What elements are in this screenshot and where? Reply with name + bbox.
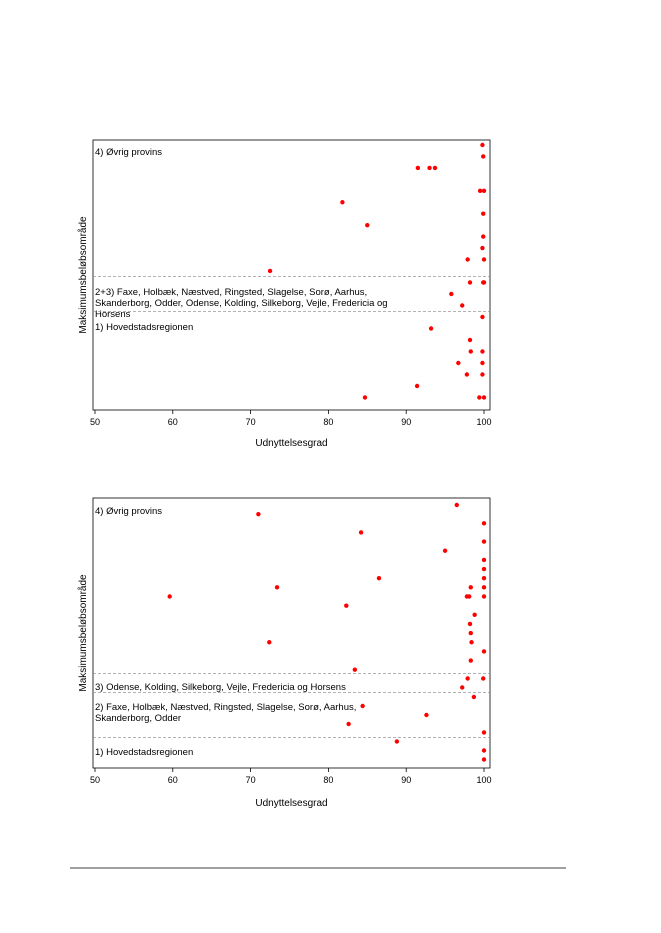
group-label: Skanderborg, Odder bbox=[95, 713, 182, 724]
data-point bbox=[467, 594, 471, 598]
data-point bbox=[482, 585, 486, 589]
data-point bbox=[482, 730, 486, 734]
group-label: 4) Øvrig provins bbox=[95, 147, 163, 158]
data-point bbox=[377, 576, 381, 580]
data-point bbox=[480, 349, 484, 353]
x-tick-label: 50 bbox=[89, 775, 101, 785]
plot-frame bbox=[93, 498, 490, 768]
data-point bbox=[353, 668, 357, 672]
data-point bbox=[481, 212, 485, 216]
data-point bbox=[427, 166, 431, 170]
data-point bbox=[365, 223, 369, 227]
data-point bbox=[429, 326, 433, 330]
data-point bbox=[478, 189, 482, 193]
data-point bbox=[469, 349, 473, 353]
data-point bbox=[482, 649, 486, 653]
x-tick-label: 60 bbox=[167, 417, 178, 427]
data-point bbox=[346, 722, 350, 726]
group-label: 4) Øvrig provins bbox=[95, 506, 163, 517]
group-label: Horsens bbox=[95, 309, 131, 320]
data-point bbox=[480, 246, 484, 250]
data-point bbox=[482, 558, 486, 562]
data-point bbox=[340, 200, 344, 204]
data-point bbox=[460, 685, 464, 689]
data-point bbox=[480, 372, 484, 376]
data-point bbox=[482, 257, 486, 261]
data-point bbox=[469, 640, 473, 644]
data-point bbox=[468, 338, 472, 342]
data-point bbox=[477, 395, 481, 399]
data-point bbox=[482, 189, 486, 193]
data-point bbox=[472, 613, 476, 617]
data-point bbox=[443, 549, 447, 553]
data-point bbox=[167, 594, 171, 598]
x-axis-label: Udnyttelsesgrad bbox=[255, 438, 328, 449]
data-point bbox=[363, 395, 367, 399]
data-point bbox=[482, 567, 486, 571]
data-point bbox=[480, 143, 484, 147]
data-point bbox=[433, 166, 437, 170]
data-point bbox=[482, 757, 486, 761]
x-tick-label: 70 bbox=[245, 417, 256, 427]
data-point bbox=[424, 713, 428, 717]
data-point bbox=[395, 739, 399, 743]
data-point bbox=[415, 384, 419, 388]
plot-frame bbox=[93, 140, 490, 410]
group-label: 3) Odense, Kolding, Silkeborg, Vejle, Fredericia og Horsens bbox=[95, 682, 346, 693]
data-point bbox=[268, 269, 272, 273]
data-point bbox=[416, 166, 420, 170]
group-label: 1) Hovedstadsregionen bbox=[95, 747, 194, 758]
data-point bbox=[481, 676, 485, 680]
data-point bbox=[256, 512, 260, 516]
data-point bbox=[360, 704, 364, 708]
y-axis-label: Maksimumsbeløbsområde bbox=[78, 574, 89, 692]
data-point bbox=[465, 257, 469, 261]
x-tick-label: 70 bbox=[245, 775, 256, 785]
data-point bbox=[468, 280, 472, 284]
data-point bbox=[456, 361, 460, 365]
data-point bbox=[481, 280, 485, 284]
data-point bbox=[480, 315, 484, 319]
data-point bbox=[275, 585, 279, 589]
data-point bbox=[460, 303, 464, 307]
data-point bbox=[344, 603, 348, 607]
data-point bbox=[469, 658, 473, 662]
data-point bbox=[482, 521, 486, 525]
data-point bbox=[468, 622, 472, 626]
data-point bbox=[481, 234, 485, 238]
x-tick-label: 90 bbox=[401, 417, 412, 427]
x-tick-label: 50 bbox=[89, 417, 101, 427]
data-point bbox=[482, 395, 486, 399]
data-point bbox=[482, 594, 486, 598]
group-label: 1) Hovedstadsregionen bbox=[95, 322, 194, 333]
data-point bbox=[449, 292, 453, 296]
group-label: Skanderborg, Odder, Odense, Kolding, Silkeborg, Vejle, Fredericia og bbox=[95, 298, 388, 309]
group-label: 2+3) Faxe, Holbæk, Næstved, Ringsted, Slagelse, Sorø, Aarhus, bbox=[95, 287, 368, 298]
data-point bbox=[359, 530, 363, 534]
data-point bbox=[469, 631, 473, 635]
x-tick-label: 100 bbox=[476, 417, 492, 427]
x-tick-label: 60 bbox=[167, 775, 178, 785]
data-point bbox=[465, 676, 469, 680]
x-tick-label: 80 bbox=[323, 775, 334, 785]
data-point bbox=[469, 585, 473, 589]
data-point bbox=[465, 372, 469, 376]
data-point bbox=[482, 748, 486, 752]
data-point bbox=[455, 503, 459, 507]
x-tick-label: 80 bbox=[323, 417, 334, 427]
x-tick-label: 100 bbox=[476, 775, 492, 785]
x-axis-label: Udnyttelsesgrad bbox=[255, 798, 328, 809]
data-point bbox=[480, 361, 484, 365]
group-label: 2) Faxe, Holbæk, Næstved, Ringsted, Slagelse, Sorø, Aarhus, bbox=[95, 702, 357, 713]
data-point bbox=[481, 154, 485, 158]
data-point bbox=[267, 640, 271, 644]
data-point bbox=[472, 695, 476, 699]
x-tick-label: 90 bbox=[401, 775, 412, 785]
data-point bbox=[482, 576, 486, 580]
data-point bbox=[482, 539, 486, 543]
y-axis-label: Maksimumsbeløbsområde bbox=[78, 216, 89, 334]
